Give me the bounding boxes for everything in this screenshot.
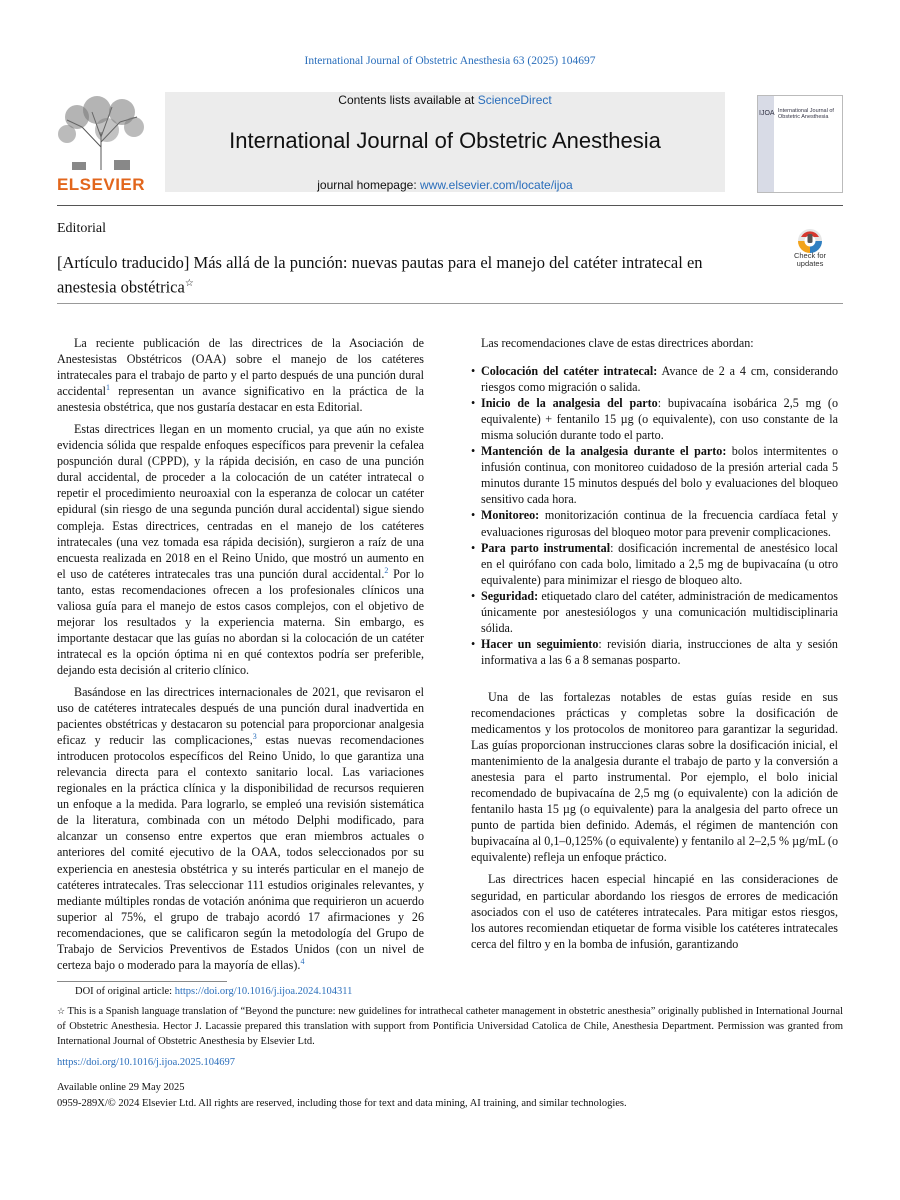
elsevier-wordmark: ELSEVIER <box>56 175 146 194</box>
list-item: • Para parto instrumental: dosificación incremental de anestésico local en el quirófano con cada bolo, limitado a 2,5 mg de bupivacaína (u otro equivalente) para minimizar el riesgo de bloqueo alto. <box>471 540 838 588</box>
list-item: • Colocación del catéter intratecal: Avance de 2 a 4 cm, considerando riesgos como migración o salida. <box>471 363 838 395</box>
list-item: • Monitoreo: monitorización continua de la frecuencia cardíaca fetal y evaluaciones rigurosas del bloqueo motor para prevenir complicaciones. <box>471 507 838 539</box>
paragraph-2: Estas directrices llegan en un momento crucial, ya que aún no existe evidencia sólida que respalde enfoques específicos para prevenir la cefalea pospunción dural (CPPD), y la rápida decisión, en caso de una punción dural accidental, de proceder a la colocación de un catéter intratecal o repetir el procedimiento neuroaxial con la esperanza de colocar un catéter epidural (sin riesgo de una segunda punción dural accidental) sigue siendo compleja. Estas directrices, centradas en el manejo de los catéteres intratecales (una vez tomada esa rápida decisión), surgieron a raíz de una encuesta realizada en 2018 en el Reino Unido, que mostró un aumento en el uso de catéteres intratecales tras una punción dural accidental.$^2$ Por lo tanto, estas recomendaciones ofrecen a los profesionales clínicos una valiosa guía para el manejo de estos casos complejos, con el objetivo de mejorar los resultados y la experiencia materna. Sin embargo, es importante destacar que las guías no abordan si la colocación de un catéter intratecal es la opción óptima ni en qué contextos podría ser preferible, dejando esta decisión al criterio clínico. <box>57 422 424 677</box>
list-item: • Inicio de la analgesia del parto: bupivacaína isobárica 2,5 mg (o equivalente) + fentanilo 15 µg (o equivalente), con uso constante de la misma solución durante todo el parto. <box>471 395 838 443</box>
list-item: • Seguridad: etiquetado claro del catéter, administración de medicamentos únicamente por anestesiólogos y una comunicación multidisciplinaria sólida. <box>471 588 838 636</box>
doi-current-link[interactable]: https://doi.org/10.1016/j.ijoa.2025.104697 <box>57 1057 236 1068</box>
doi-original-line: DOI of original article: https://doi.org/10.1016/j.ijoa.2024.104311 <box>75 986 353 997</box>
title-divider <box>57 303 843 304</box>
homepage-line <box>165 178 725 192</box>
translation-footnote: ☆ This is a Spanish language translation of “Beyond the puncture: new guidelines for intrathecal catheter management in obstetric anesthesia” originally published in International Journal of Obstetric Anesthesia. Hector J. Lacassie prepared this translation with support from Pontificia Universidad Catolica de Chile, Anesthesia Department. Permission was granted from International Journal of Obstetric Anesthesia by Elsevier Ltd. <box>57 1006 843 1047</box>
recommendations-list <box>471 363 838 668</box>
reference-link-1[interactable]: 1 <box>106 383 111 393</box>
check-for-updates-label[interactable]: Check for updates <box>793 251 827 268</box>
section-label: Editorial <box>57 221 106 236</box>
article-title <box>57 252 737 298</box>
doi-original-link[interactable]: https://doi.org/10.1016/j.ijoa.2024.104311 <box>174 986 353 997</box>
available-online: Available online 29 May 2025 <box>57 1082 185 1093</box>
paragraph-4: Una de las fortalezas notables de estas guías reside en sus recomendaciones prácticas y completas sobre la dosificación de medicamentos y los protocolos de monitoreo para garantizar la seguridad. Las guías proporcionan instrucciones claras sobre la dosificación inicial, el mantenimiento de la analgesia durante el trabajo de parto y la conversión a anestesia para el parto instrumental. Por ejemplo, el bolo inicial recomendado de bupivacaína de 2,5 mg (o equivalente) con la adición de fentanilo hasta 15 µg (o equivalente) para la analgesia del parto ofrece un punto de partida bien definido. Además, el régimen de mantención con bupivacaína al 0,1–0,125% (o equivalente) y fentanilo al 2–2,5 % µg/mL (o equivalente) refleja un enfoque práctico. <box>471 689 838 865</box>
right-column <box>471 335 838 958</box>
reference-link-4[interactable]: 4 <box>300 956 305 966</box>
sciencedirect-link[interactable]: ScienceDirect <box>477 93 552 107</box>
reference-link-3[interactable]: 3 <box>252 732 257 742</box>
list-item: • Mantención de la analgesia durante el parto: bolos intermitentes o infusión continua, con monitoreo cuidadoso de la presión arterial cada 5 minutos durante 15 minutos después del bolo y evaluaciones del bloqueo sensitivo cada hora. <box>471 443 838 507</box>
paragraph-3: Basándose en las directrices internacionales de 2021, que revisaron el uso de catéteres intratecales después de una punción dural inadvertida en pacientes obstétricas y destacaron su potencial para proporcionar analgesia eficaz y reducir las complicaciones,$^3$ estas nuevas recomendaciones introducen protocolos específicos del Reino Unido, lo que garantiza una relevancia directa para el contexto sanitario local. Las variaciones regionales en la práctica clínica y la disponibilidad de recursos requieren un enfoque a la medida. Para lograrlo, se empleó una revisión sistemática de la literatura, combinada con un método Delphi modificado, para alcanzar un consenso entre expertos que eran miembros actuales o anteriores del comité ejecutivo de la OAA, todos seleccionados por su experiencia en anestesia obstétrica y su interés particular en el manejo de catéteres intratecales. Tras seleccionar 111 estudios originales relevantes, y mediante múltiples rondas de votación anónima que requirieron un acuerdo superior al 75%, el grupo de trabajo acordó 17 afirmaciones y 26 recomendaciones, que se calificaron según la metodología del Grupo de Trabajo de Servicios Preventivos de Estados Unidos (con un nivel de certeza bajo o moderado para la mayoría de ellas).$^4$ <box>57 684 424 972</box>
paragraph-5: Las directrices hacen especial hincapié en las consideraciones de seguridad, en particular abordando los riesgos de errores de medicación asociados con el uso de catéteres intratecales. Para mitigar estos riesgos, los autores recomiendan etiquetar de forma visible los catéteres intratecales cerca del filtro y en la bomba de infusión, garantizando <box>471 872 838 951</box>
journal-title: International Journal of Obstetric Anesthesia <box>229 128 661 153</box>
list-item: • Hacer un seguimiento: revisión diaria, instrucciones de alta y sesión informativa a las 6 a 8 semanas posparto. <box>471 636 838 668</box>
cover-title: International Journal of Obstetric Anesthesia <box>778 108 834 120</box>
cover-short-title: IJOA <box>759 110 775 117</box>
article-title-text: [Artículo traducido] Más allá de la punción: nuevas pautas para el manejo del catéter intratecal en anestesia obstétrica <box>57 253 703 297</box>
homepage-link[interactable]: www.elsevier.com/locate/ijoa <box>420 178 573 192</box>
recommendations-intro: Las recomendaciones clave de estas directrices abordan: <box>481 336 754 350</box>
homepage-prefix: journal homepage: <box>317 178 420 192</box>
title-footnote-marker[interactable]: ☆ <box>184 278 194 289</box>
contents-line <box>165 93 725 107</box>
translation-footnote-marker: ☆ <box>57 1006 66 1016</box>
footnote-divider <box>57 981 227 982</box>
left-column <box>57 335 424 979</box>
contents-prefix: Contents lists available at <box>338 93 478 107</box>
paragraph-1: La reciente publicación de las directrices de la Asociación de Anestesistas Obstétricos (OAA) sobre el manejo de los catéteres intratecales para el trabajo de parto y el parto después de una punción dural accidental$^1$ representan un avance significativo en la práctica de la anestesia obstétrica, que nos gustaría destacar en esta Editorial. <box>57 336 424 415</box>
header-divider <box>57 205 843 206</box>
copyright-notice: 0959-289X/© 2024 Elsevier Ltd. All rights are reserved, including those for text and data mining, AI training, and similar technologies. <box>57 1098 627 1109</box>
journal-citation[interactable]: International Journal of Obstetric Anesthesia 63 (2025) 104697 <box>304 55 596 67</box>
reference-link-2[interactable]: 2 <box>384 565 389 575</box>
